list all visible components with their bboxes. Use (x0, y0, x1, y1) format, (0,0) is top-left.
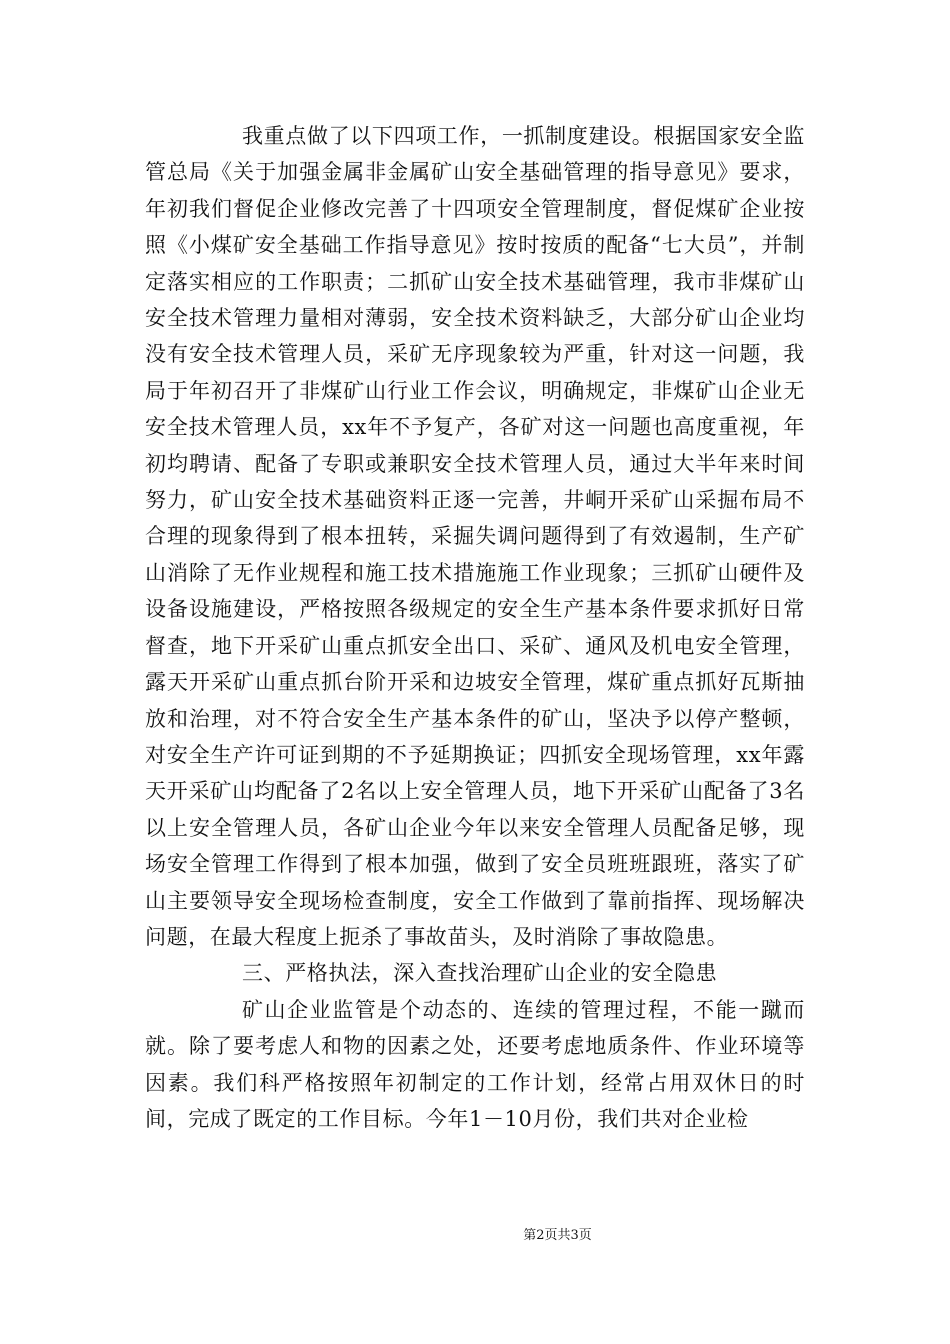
paragraph-supervision: 矿山企业监管是个动态的、连续的管理过程，不能一蹴而就。除了要考虑人和物的因素之处，还要考虑地质条件、作业环境等因素。我们科严格按照年初制定的工作计划，经常占用双休日的时间，完成了既定的工作目标。今年1－10月份，我们共对企业检 (145, 997, 805, 1131)
section-heading-3: 三、严格执法，深入查找治理矿山企业的安全隐患 (242, 961, 718, 986)
paragraph-work-items: 我重点做了以下四项工作，一抓制度建设。根据国家安全监管总局《关于加强金属非金属矿山安全基础管理的指导意见》要求，年初我们督促企业修改完善了十四项安全管理制度，督促煤矿企业按照《小煤矿安全基础工作指导意见》按时按质的配备“七大员”，并制定落实相应的工作职责；二抓矿山安全技术基础管理，我市非煤矿山安全技术管理力量相对薄弱，安全技术资料缺乏，大部分矿山企业均没有安全技术管理人员，采矿无序现象较为严重，针对这一问题，我局于年初召开了非煤矿山行业工作会议，明确规定，非煤矿山企业无安全技术管理人员，xx年不予复产，各矿对这一问题也高度重视，年初均聘请、配备了专职或兼职安全技术管理人员，通过大半年来时间努力，矿山安全技术基础资料正逐一完善，井峒开采矿山采掘布局不合理的现象得到了根本扭转，采掘失调问题得到了有效遏制，生产矿山消除了无作业规程和施工技术措施施工作业现象；三抓矿山硬件及设备设施建设，严格按照各级规定的安全生产基本条件要求抓好日常督查，地下开采矿山重点抓安全出口、采矿、通风及机电安全管理，露天开采矿山重点抓台阶开采和边坡安全管理，煤矿重点抓好瓦斯抽放和治理，对不符合安全生产基本条件的矿山，坚决予以停产整顿，对安全生产许可证到期的不予延期换证；四抓安全现场管理，xx年露天开采矿山均配备了2名以上安全管理人员，地下开采矿山配备了3名以上安全管理人员，各矿山企业今年以来安全管理人员配备足够，现场安全管理工作得到了根本加强，做到了安全员班班跟班，落实了矿山主要领导安全现场检查制度，安全工作做到了靠前指挥、现场解决问题，在最大程度上扼杀了事故苗头，及时消除了事故隐患。 (145, 124, 805, 949)
document-body (145, 118, 805, 1137)
page-number-footer: 第2页共3页 (523, 1228, 592, 1243)
